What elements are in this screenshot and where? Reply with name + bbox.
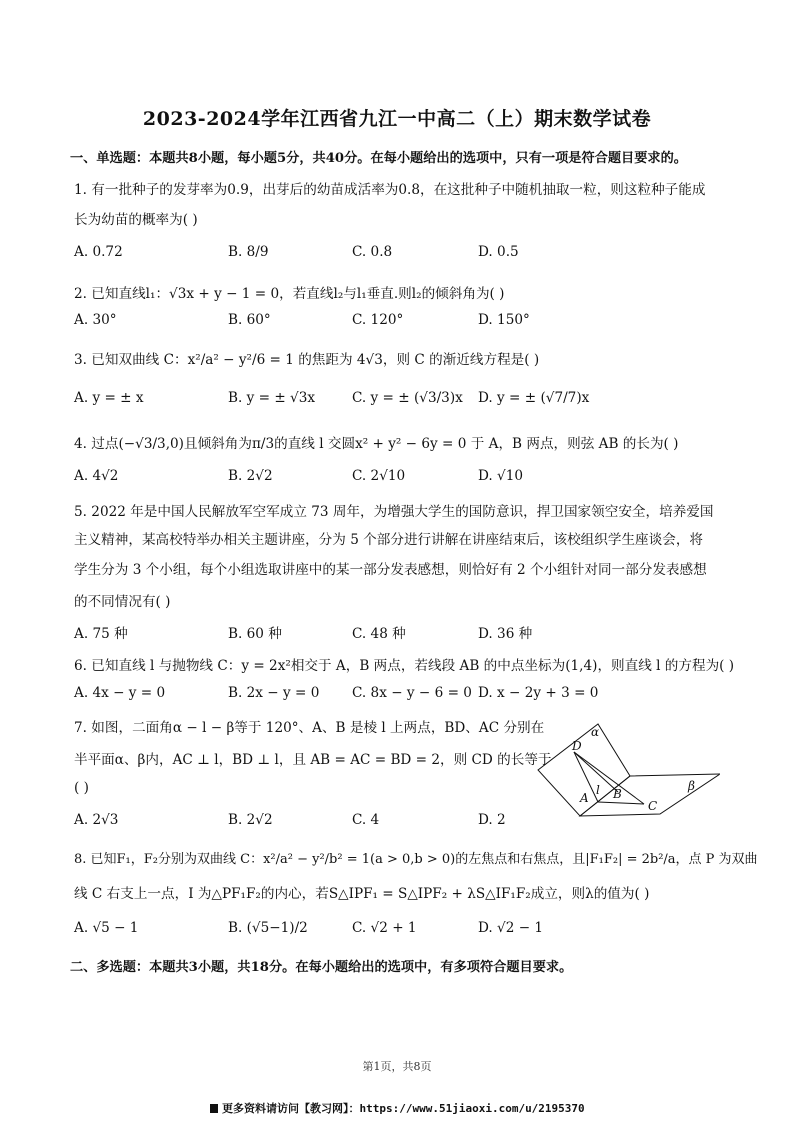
question-3-option-b: B. y = ± √3x (228, 390, 316, 406)
question-1-option-a: A. 0.72 (74, 244, 123, 260)
question-5-line-2: 主义精神，某高校特举办相关主题讲座，分为 5 个部分进行讲解在讲座结束后，该校组织学生座谈会，将 (74, 532, 704, 548)
question-8-option-d: D. √2 − 1 (478, 920, 544, 936)
question-7-line-2: 半平面α、β内，AC ⊥ l，BD ⊥ l，且 AB = AC = BD = 2，则 CD 的长等于 (74, 752, 552, 768)
question-2-option-d: D. 150° (478, 312, 530, 328)
question-5-line-4: 的不同情况有( ) (74, 594, 171, 610)
question-4-line-1: 4. 过点(−√3/3,0)且倾斜角为π/3的直线 l 交圆x² + y² − 6y = 0 于 A，B 两点，则弦 AB 的长为( ) (74, 436, 679, 452)
page-number-footer: 第1页，共8页 (362, 1060, 432, 1073)
question-2-option-b: B. 60° (228, 312, 271, 328)
question-8-line-2: 线 C 右支上一点，I 为△PF₁F₂的内心，若S△IPF₁ = S△IPF₂ + λS△IF₁F₂成立，则λ的值为( ) (74, 886, 650, 902)
question-6-option-d: D. x − 2y + 3 = 0 (478, 685, 599, 701)
question-6-option-c: C. 8x − y − 6 = 0 (352, 685, 472, 701)
question-1-line-1: 1. 有一批种子的发芽率为0.9，出芽后的幼苗成活率为0.8，在这批种子中随机抽取一粒，则这粒种子能成 (74, 182, 706, 198)
download-link-banner[interactable] (210, 1100, 585, 1116)
label-a: A (580, 791, 589, 805)
question-5-option-d: D. 36 种 (478, 626, 533, 642)
question-5-line-1: 5. 2022 年是中国人民解放军空军成立 73 周年，为增强大学生的国防意识，捍卫国家领空安全，培养爱国 (74, 504, 714, 520)
question-8-option-c: C. √2 + 1 (352, 920, 417, 936)
question-7-line-3: ( ) (74, 780, 89, 796)
section-single-choice-heading: 一、单选题：本题共8小题，每小题5分，共40分。在每小题给出的选项中，只有一项是符合题目要求的。 (70, 151, 687, 166)
label-l: l (596, 783, 600, 797)
question-5-option-c: C. 48 种 (352, 626, 406, 642)
question-1-line-2: 长为幼苗的概率为( ) (74, 212, 198, 228)
line-ac (598, 802, 644, 804)
question-8-option-a: A. √5 − 1 (74, 920, 139, 936)
section-multi-choice-heading: 二、多选题：本题共3小题，共18分。在每小题给出的选项中，有多项符合题目要求。 (70, 960, 573, 975)
question-3-option-d: D. y = ± (√7/7)x (478, 390, 590, 406)
label-alpha: α (591, 725, 600, 739)
label-c: C (648, 799, 658, 813)
label-d: D (572, 739, 582, 753)
question-7-option-c: C. 4 (352, 812, 380, 828)
question-7-option-d: D. 2 (478, 812, 506, 828)
question-7-option-b: B. 2√2 (228, 812, 273, 828)
download-link-text[interactable]: 更多资料请访问【教习网】：https://www.51jiaoxi.com/u/2195370 (222, 1102, 585, 1115)
question-7-option-a: A. 2√3 (74, 812, 119, 828)
question-6-option-a: A. 4x − y = 0 (74, 685, 166, 701)
label-b: B (613, 787, 622, 801)
question-4-option-a: A. 4√2 (74, 468, 119, 484)
question-1-option-d: D. 0.5 (478, 244, 519, 260)
question-2-option-c: C. 120° (352, 312, 404, 328)
question-2-option-a: A. 30° (74, 312, 117, 328)
question-5-option-a: A. 75 种 (74, 626, 128, 642)
question-5-option-b: B. 60 种 (228, 626, 282, 642)
question-6-option-b: B. 2x − y = 0 (228, 685, 320, 701)
flag-icon (210, 1104, 218, 1113)
question-6-line-1: 6. 已知直线 l 与抛物线 C：y = 2x²相交于 A，B 两点，若线段 AB 的中点坐标为(1,4)，则直线 l 的方程为( ) (74, 658, 735, 674)
question-4-option-b: B. 2√2 (228, 468, 273, 484)
question-5-line-3: 学生分为 3 个小组，每个小组选取讲座中的某一部分发表感想，则恰好有 2 个小组针对同一部分发表感想 (74, 562, 707, 578)
question-4-option-c: C. 2√10 (352, 468, 406, 484)
question-3-option-a: A. y = ± x (74, 390, 144, 406)
question-3-line-1: 3. 已知双曲线 C：x²/a² − y²/6 = 1 的焦距为 4√3，则 C 的渐近线方程是( ) (74, 352, 540, 368)
question-1-option-c: C. 0.8 (352, 244, 393, 260)
question-7-line-1: 7. 如图，二面角α − l − β等于 120°、A、B 是棱 l 上两点，BD、AC 分别在 (74, 720, 545, 736)
question-1-option-b: B. 8/9 (228, 244, 269, 260)
page-title: 2023-2024学年江西省九江一中高二（上）期末数学试卷 (142, 108, 652, 130)
question-8-option-b: B. (√5−1)/2 (228, 920, 308, 936)
label-beta: β (688, 779, 695, 793)
question-3-option-c: C. y = ± (√3/3)x (352, 390, 463, 406)
question-2-line-1: 2. 已知直线l₁：√3x + y − 1 = 0，若直线l₂与l₁垂直.则l₂的倾斜角为( ) (74, 286, 505, 302)
dihedral-angle-figure (536, 722, 720, 822)
question-8-line-1: 8. 已知F₁，F₂分别为双曲线 C：x²/a² − y²/b² = 1(a > 0,b > 0)的左焦点和右焦点，且|F₁F₂| = 2b²/a，点 P 为双曲 (74, 852, 758, 867)
question-4-option-d: D. √10 (478, 468, 524, 484)
